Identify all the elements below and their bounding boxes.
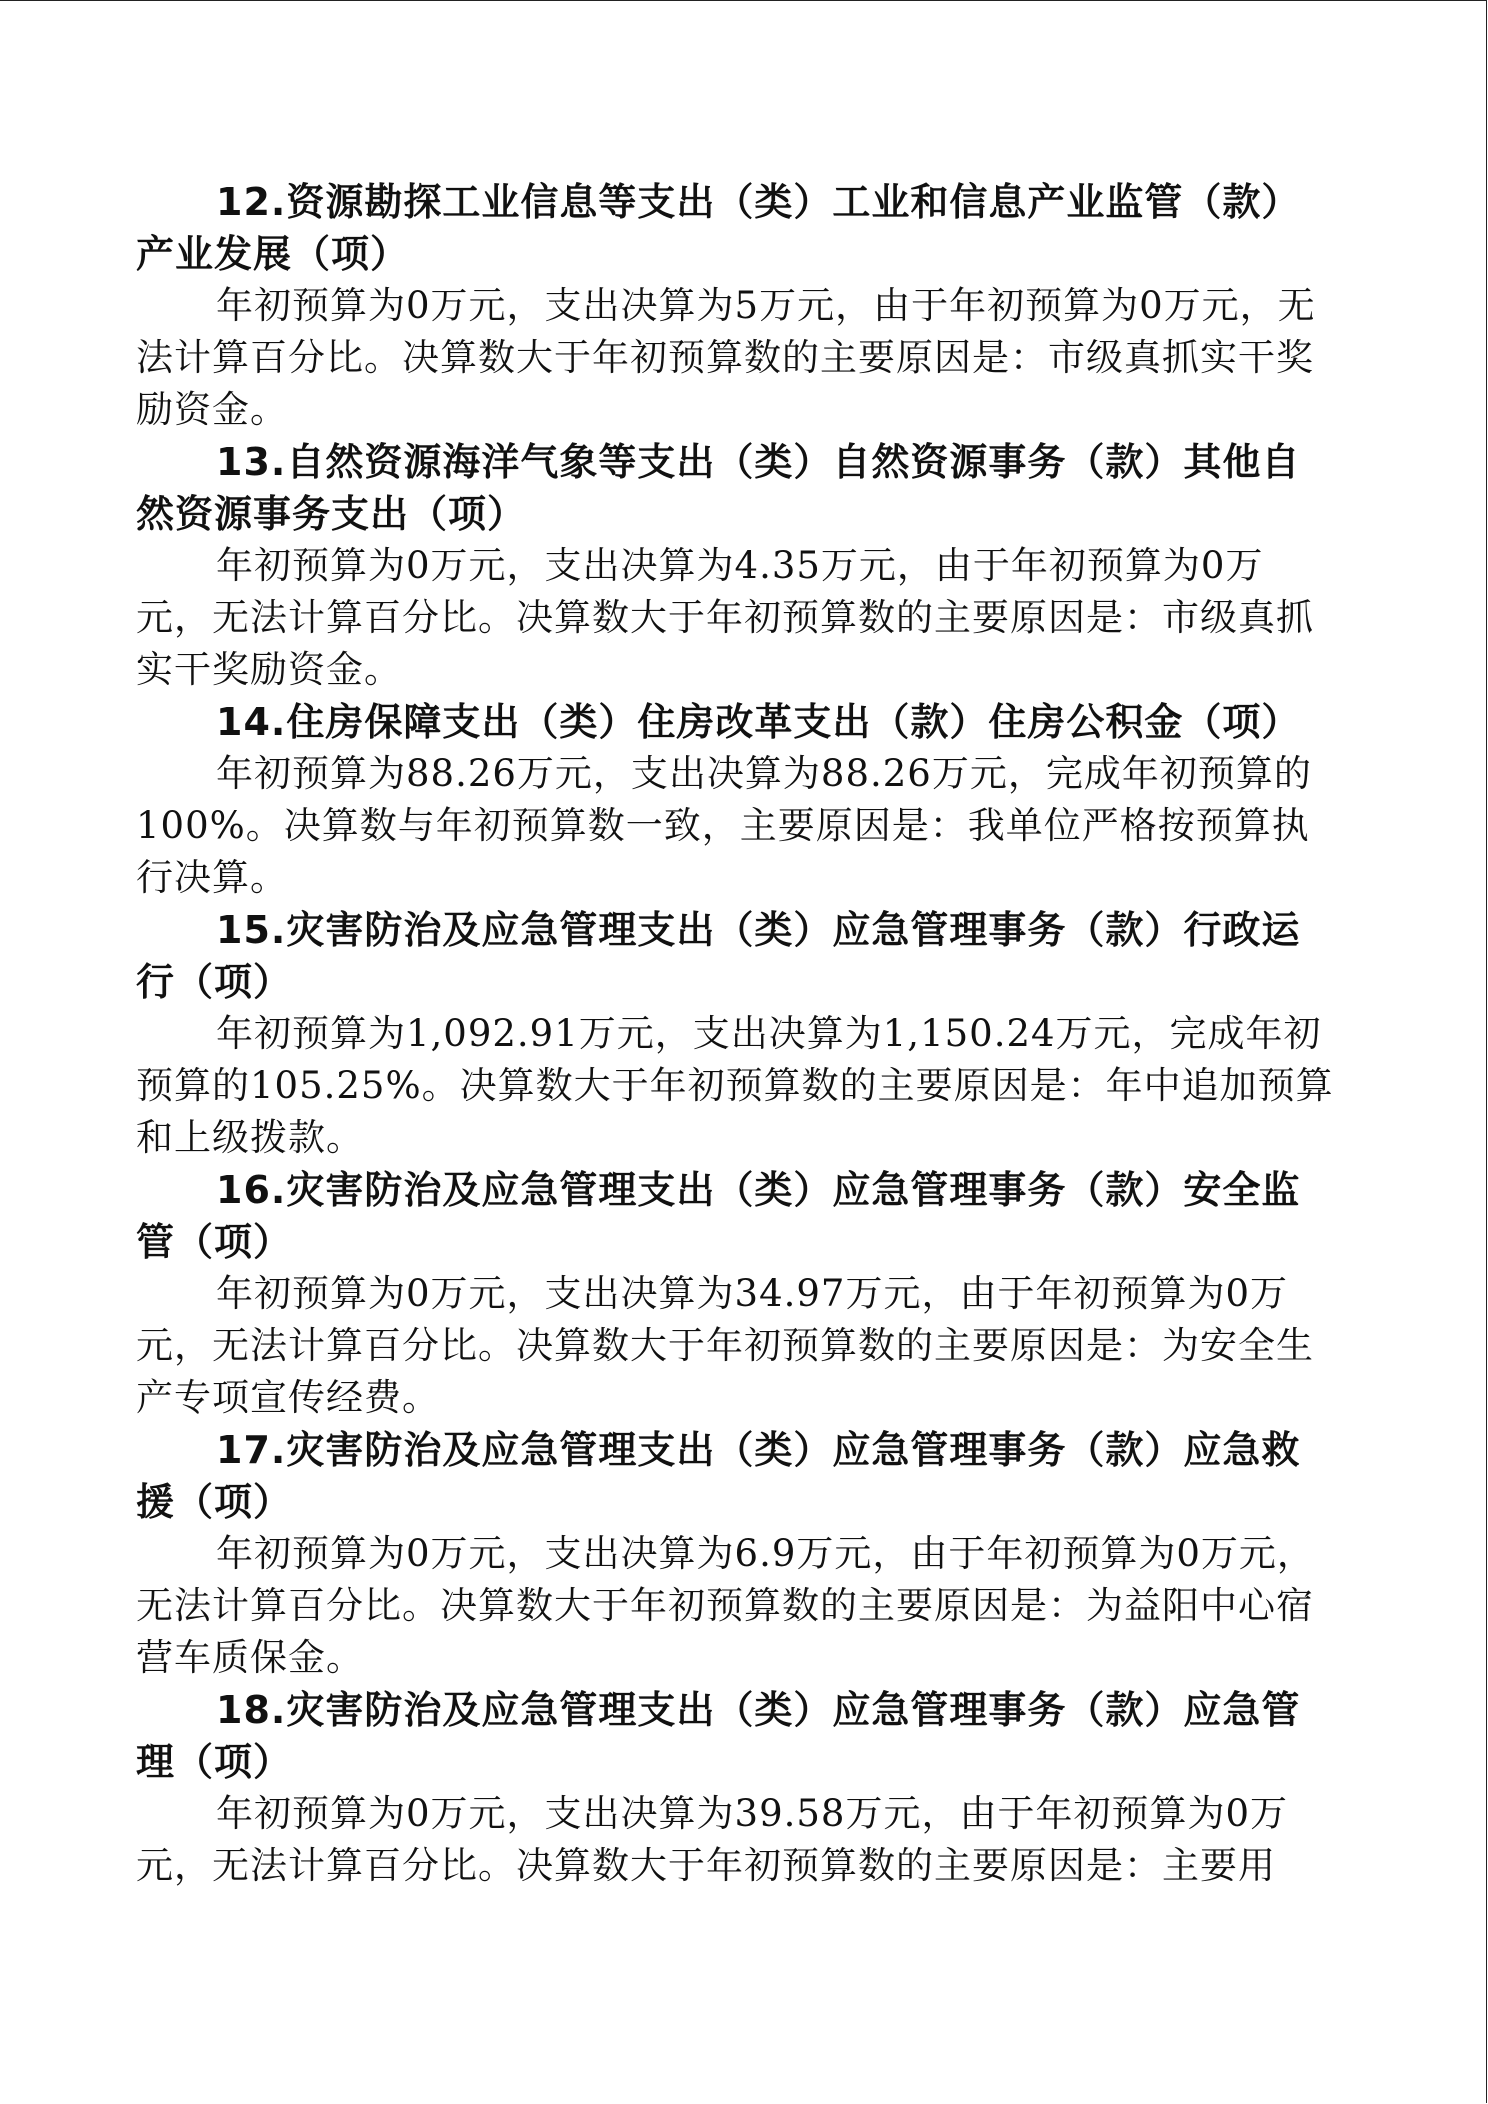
section-body-12: 年初预算为0万元，支出决算为5万元，由于年初预算为0万元，无法计算百分比。决算数大于年初预算数的主要原因是：市级真抓实干奖励资金。 <box>136 284 1316 431</box>
section-heading-14: 14.住房保障支出（类）住房改革支出（款）住房公积金（项） <box>216 700 1301 744</box>
section-body-16: 年初预算为0万元，支出决算为34.97万元，由于年初预算为0万元，无法计算百分比。决算数大于年初预算数的主要原因是：为安全生产专项宣传经费。 <box>136 1272 1314 1419</box>
section-heading-18: 18.灾害防治及应急管理支出（类）应急管理事务（款）应急管理（项） <box>136 1688 1301 1784</box>
section-heading-17: 17.灾害防治及应急管理支出（类）应急管理事务（款）应急救援（项） <box>136 1428 1301 1524</box>
section-heading-15: 15.灾害防治及应急管理支出（类）应急管理事务（款）行政运行（项） <box>136 908 1301 1004</box>
section-body-13: 年初预算为0万元，支出决算为4.35万元，由于年初预算为0万元，无法计算百分比。决算数大于年初预算数的主要原因是：市级真抓实干奖励资金。 <box>136 544 1314 691</box>
section-body-18: 年初预算为0万元，支出决算为39.58万元，由于年初预算为0万元，无法计算百分比。决算数大于年初预算数的主要原因是：主要用 <box>136 1792 1289 1887</box>
section-heading-12: 12.资源勘探工业信息等支出（类）工业和信息产业监管（款）产业发展（项） <box>136 180 1301 276</box>
document-body <box>136 176 1336 1892</box>
section-heading-13: 13.自然资源海洋气象等支出（类）自然资源事务（款）其他自然资源事务支出（项） <box>136 440 1301 536</box>
section-heading-16: 16.灾害防治及应急管理支出（类）应急管理事务（款）安全监管（项） <box>136 1168 1301 1264</box>
section-body-17: 年初预算为0万元，支出决算为6.9万元，由于年初预算为0万元，无法计算百分比。决算数大于年初预算数的主要原因是：为益阳中心宿营车质保金。 <box>136 1532 1315 1679</box>
section-body-15: 年初预算为1,092.91万元，支出决算为1,150.24万元，完成年初预算的105.25%。决算数大于年初预算数的主要原因是：年中追加预算和上级拨款。 <box>136 1012 1334 1159</box>
section-body-14: 年初预算为88.26万元，支出决算为88.26万元，完成年初预算的100%。决算数与年初预算数一致，主要原因是：我单位严格按预算执行决算。 <box>136 752 1312 899</box>
